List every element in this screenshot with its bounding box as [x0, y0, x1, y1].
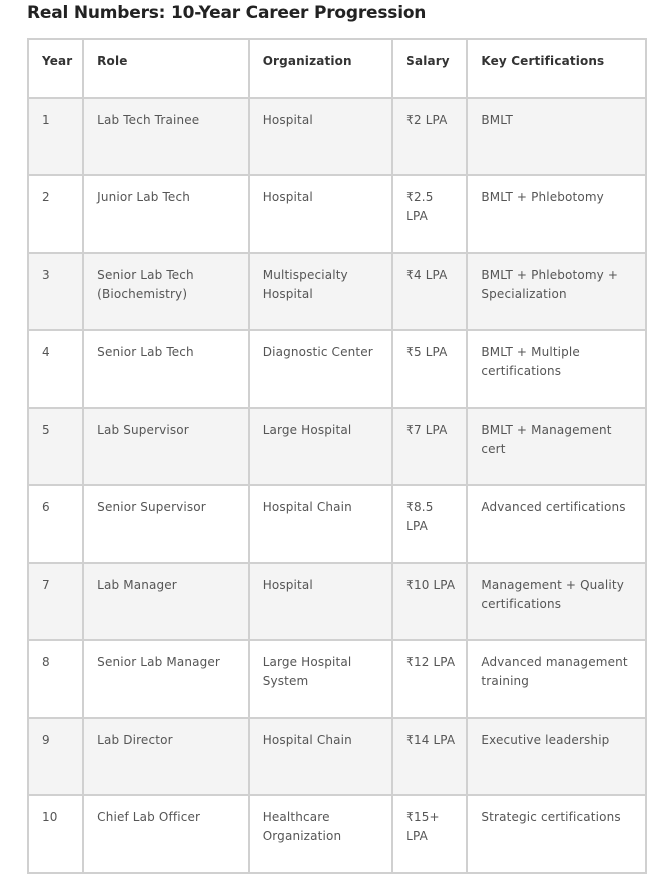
- cell-year: 9: [28, 718, 83, 795]
- cell-certifications: Advanced certifications: [467, 485, 646, 563]
- cell-year: 5: [28, 408, 83, 485]
- cell-role: Lab Tech Trainee: [83, 98, 249, 175]
- page-title: Real Numbers: 10-Year Career Progression: [27, 3, 427, 23]
- cell-year: 4: [28, 330, 83, 408]
- header-organization: Organization: [249, 39, 392, 98]
- cell-year: 10: [28, 795, 83, 873]
- cell-salary: ₹8.5 LPA: [392, 485, 467, 563]
- cell-year: 1: [28, 98, 83, 175]
- header-role: Role: [83, 39, 249, 98]
- cell-role: Senior Lab Tech: [83, 330, 249, 408]
- cell-organization: Hospital: [249, 98, 392, 175]
- cell-salary: ₹7 LPA: [392, 408, 467, 485]
- table-row: [28, 98, 646, 175]
- career-progression-table: [27, 38, 647, 874]
- cell-year: 6: [28, 485, 83, 563]
- cell-year: 8: [28, 640, 83, 718]
- cell-salary: ₹10 LPA: [392, 563, 467, 640]
- cell-organization: Large Hospital System: [249, 640, 392, 718]
- cell-salary: ₹14 LPA: [392, 718, 467, 795]
- cell-organization: Hospital: [249, 175, 392, 253]
- cell-organization: Hospital Chain: [249, 485, 392, 563]
- cell-year: 3: [28, 253, 83, 330]
- header-year: Year: [28, 39, 83, 98]
- cell-role: Lab Supervisor: [83, 408, 249, 485]
- table-header-row: [28, 39, 646, 98]
- table-row: [28, 175, 646, 253]
- cell-certifications: BMLT + Phlebotomy + Specialization: [467, 253, 646, 330]
- cell-organization: Diagnostic Center: [249, 330, 392, 408]
- cell-role: Junior Lab Tech: [83, 175, 249, 253]
- table-row: [28, 718, 646, 795]
- cell-salary: ₹4 LPA: [392, 253, 467, 330]
- cell-role: Lab Manager: [83, 563, 249, 640]
- cell-role: Chief Lab Officer: [83, 795, 249, 873]
- cell-certifications: BMLT + Multiple certifications: [467, 330, 646, 408]
- table-row: [28, 795, 646, 873]
- cell-organization: Hospital: [249, 563, 392, 640]
- cell-certifications: Strategic certifications: [467, 795, 646, 873]
- table-row: [28, 330, 646, 408]
- cell-salary: ₹2 LPA: [392, 98, 467, 175]
- table-row: [28, 485, 646, 563]
- cell-certifications: Executive leadership: [467, 718, 646, 795]
- table-row: [28, 563, 646, 640]
- cell-certifications: Advanced management training: [467, 640, 646, 718]
- cell-organization: Large Hospital: [249, 408, 392, 485]
- table-row: [28, 408, 646, 485]
- cell-salary: ₹5 LPA: [392, 330, 467, 408]
- cell-salary: ₹2.5 LPA: [392, 175, 467, 253]
- cell-year: 2: [28, 175, 83, 253]
- cell-certifications: Management + Quality certifications: [467, 563, 646, 640]
- cell-salary: ₹12 LPA: [392, 640, 467, 718]
- cell-organization: Multispecialty Hospital: [249, 253, 392, 330]
- cell-certifications: BMLT + Phlebotomy: [467, 175, 646, 253]
- table-row: [28, 253, 646, 330]
- header-salary: Salary: [392, 39, 467, 98]
- cell-role: Senior Lab Manager: [83, 640, 249, 718]
- cell-organization: Healthcare Organization: [249, 795, 392, 873]
- cell-role: Lab Director: [83, 718, 249, 795]
- cell-role: Senior Lab Tech (Biochemistry): [83, 253, 249, 330]
- cell-role: Senior Supervisor: [83, 485, 249, 563]
- cell-year: 7: [28, 563, 83, 640]
- cell-certifications: BMLT + Management cert: [467, 408, 646, 485]
- table-row: [28, 640, 646, 718]
- cell-certifications: BMLT: [467, 98, 646, 175]
- header-key-certifications: Key Certifications: [467, 39, 646, 98]
- cell-organization: Hospital Chain: [249, 718, 392, 795]
- cell-salary: ₹15+ LPA: [392, 795, 467, 873]
